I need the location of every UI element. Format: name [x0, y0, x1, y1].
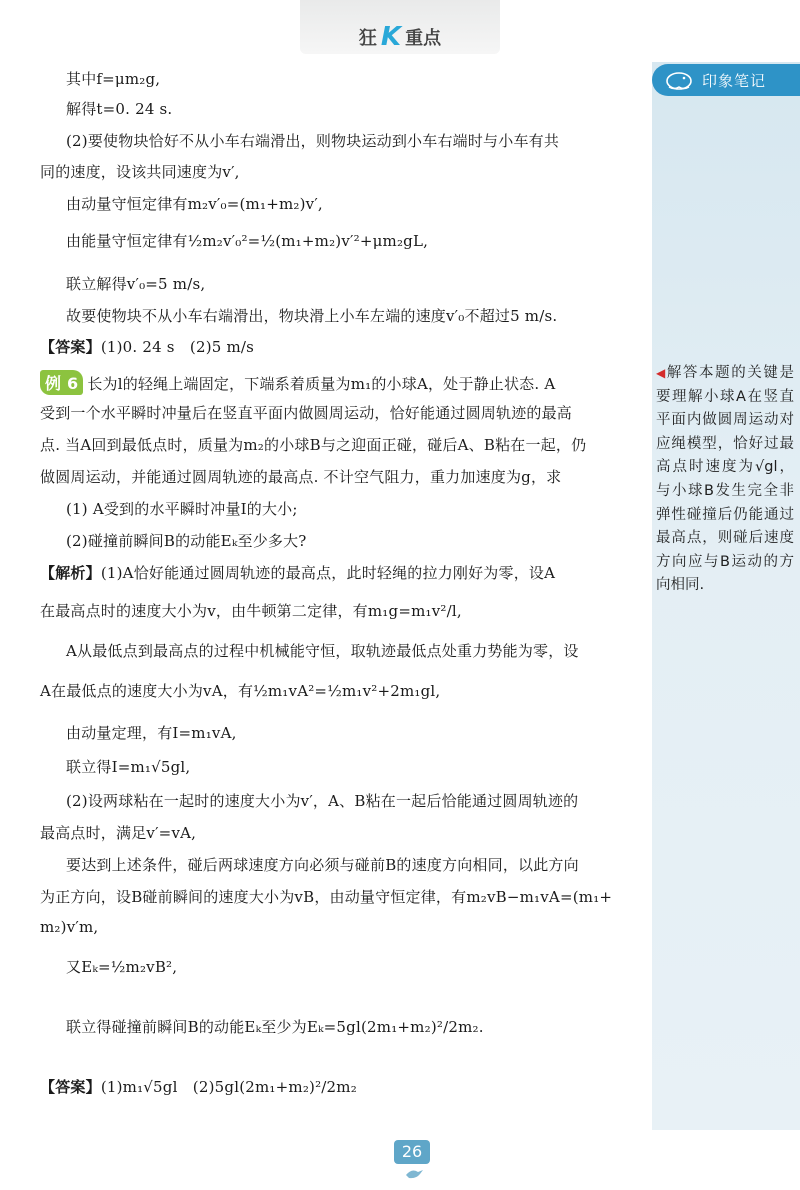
page-number: 26: [394, 1140, 430, 1164]
answer-2: [40, 1076, 357, 1097]
sidebar-note: [656, 362, 794, 598]
example-text: 长为l的轻绳上端固定，下端系着质量为m₁的小球A，处于静止状态. A: [87, 375, 556, 393]
text-line: 由能量守恒定律有½m₂v′₀²=½(m₁+m₂)v′²+μm₂gL,: [66, 232, 429, 250]
header-title-right: 重点: [405, 28, 442, 49]
example-line: [40, 370, 555, 395]
sidebar-note-text: 解答本题的关键是要理解小球A在竖直平面内做圆周运动对应绳模型，恰好过最高点时速度为√gl，与小球B发生完全非弹性碰撞后仍能通过最高点，则碰后速度方向应与B运动的方向相同.: [656, 365, 794, 594]
text-line: A从最低点到最高点的过程中机械能守恒，取轨迹最低点处重力势能为零，设: [66, 642, 579, 660]
sidebar-tab-label: 印象笔记: [702, 71, 767, 90]
text-line: 最高点时，满足v′=vA,: [40, 824, 197, 842]
answer-label: 【答案】: [40, 338, 101, 356]
text-line: 故要使物块不从小车右端滑出，物块滑上小车左端的速度v′₀不超过5 m/s.: [66, 307, 558, 325]
answer-label: 【答案】: [40, 1078, 101, 1096]
header-title-k: K: [380, 22, 402, 52]
solution-text: (1)A恰好能通过圆周轨迹的最高点，此时轻绳的拉力刚好为零，设A: [100, 564, 556, 582]
text-line: 由动量守恒定律有m₂v′₀=(m₁+m₂)v′,: [66, 195, 323, 213]
text-line: 联立解得v′₀=5 m/s,: [66, 275, 206, 293]
note-animal-icon: [664, 69, 694, 91]
text-line: 同的速度，设该共同速度为v′,: [40, 163, 240, 181]
text-line: 又Eₖ=½m₂vB²,: [66, 958, 178, 976]
text-line: 要达到上述条件，碰后两球速度方向必须与碰前B的速度方向相同，以此方向: [66, 856, 579, 874]
example-tag: 例 6: [40, 370, 83, 395]
text-line: (2)要使物块恰好不从小车右端滑出，则物块运动到小车右端时与小车有共: [66, 132, 560, 150]
page-header: [0, 0, 800, 62]
question-2: (2)碰撞前瞬间B的动能Eₖ至少多大?: [66, 532, 307, 550]
text-line: 联立得碰撞前瞬间B的动能Eₖ至少为Eₖ=5gl(2m₁+m₂)²/2m₂.: [66, 1018, 484, 1036]
sidebar-tab: [652, 64, 800, 96]
answer-text: (1)m₁√5gl (2)5gl(2m₁+m₂)²/2m₂: [100, 1078, 357, 1096]
bird-icon: [404, 1166, 424, 1180]
text-line: 做圆周运动，并能通过圆周轨迹的最高点. 不计空气阻力，重力加速度为g，求: [40, 468, 562, 486]
solution-label: 【解析】: [40, 564, 101, 582]
text-line: 由动量定理，有I=m₁vA,: [66, 724, 237, 742]
note-arrow-icon: ◀: [656, 366, 667, 380]
text-line: 在最高点时的速度大小为v，由牛顿第二定律，有m₁g=m₁v²/l,: [40, 602, 462, 620]
text-line: A在最低点的速度大小为vA，有½m₁vA²=½m₁v²+2m₁gl,: [40, 682, 441, 700]
text-line: m₂)v′m,: [40, 918, 99, 936]
answer-text: (1)0. 24 s (2)5 m/s: [100, 338, 255, 356]
text-line: (2)设两球粘在一起时的速度大小为v′，A、B粘在一起后恰能通过圆周轨迹的: [66, 792, 579, 810]
answer-1: [40, 336, 254, 357]
question-1: (1) A受到的水平瞬时冲量I的大小;: [66, 500, 298, 518]
text-line: 解得t=0. 24 s.: [66, 100, 173, 118]
text-line: 点. 当A回到最低点时，质量为m₂的小球B与之迎面正碰，碰后A、B粘在一起，仍: [40, 436, 587, 454]
text-line: 受到一个水平瞬时冲量后在竖直平面内做圆周运动，恰好能通过圆周轨迹的最高: [40, 404, 573, 422]
text-line: 联立得I=m₁√5gl,: [66, 758, 191, 776]
header-title-left: 狂: [358, 28, 377, 49]
text-line: 为正方向，设B碰前瞬间的速度大小为vB，由动量守恒定律，有m₂vB−m₁vA=(m₁+: [40, 888, 613, 906]
header-title: [330, 22, 470, 52]
text-line: 其中f=μm₂g,: [66, 70, 161, 88]
solution-line: [40, 562, 555, 583]
